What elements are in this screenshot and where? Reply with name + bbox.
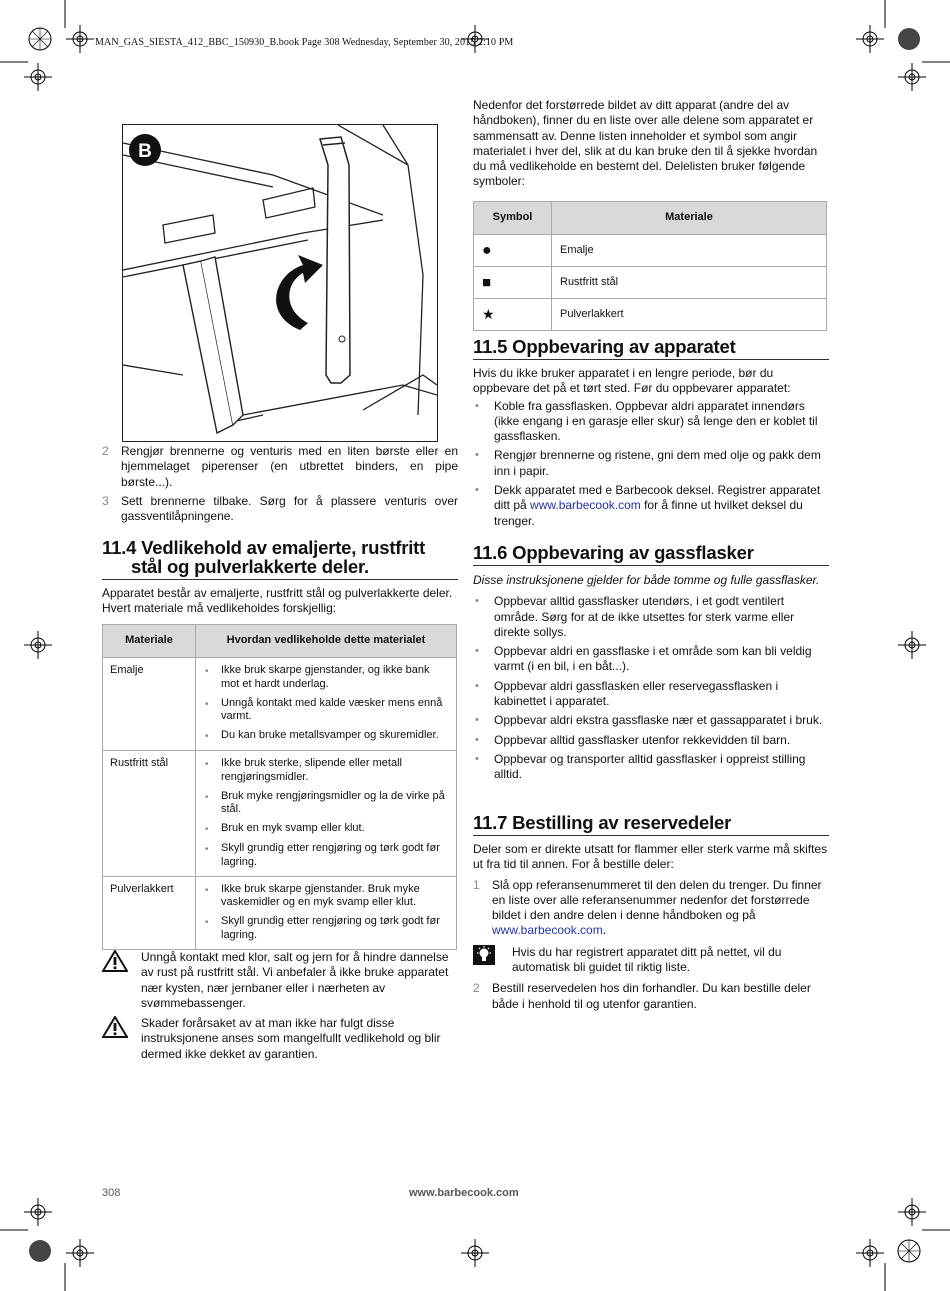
warning-block xyxy=(102,1016,458,1062)
section-title: 11.7 Bestilling av reservedeler xyxy=(473,812,732,833)
list-item-text: Oppbevar alltid gassflasker utendørs, i et godt ventilert område. Sørg for at de ikke utsettes for sterk varme eller direkte sollys. xyxy=(494,594,795,639)
warning-text: Unngå kontakt med klor, salt og jern for å hindre dannelse av rust på rustfritt stål. Vi anbefaler å ikke bruke apparatet nær kysten, nær jernbaner eller i nærheten av svømmebassenger. xyxy=(141,950,449,1010)
book-header: MAN_GAS_SIESTA_412_BBC_150930_B.book Page 308 Wednesday, September 30, 2015 2:10 PM xyxy=(95,37,514,48)
figure-label-b: B xyxy=(138,141,152,162)
list-item: • Oppbevar aldri gassflasken eller reservegassflasken i kabinettet i apparatet. xyxy=(473,679,829,710)
list-item: • Dekk apparatet med e Barbecook deksel. Registrer apparatet ditt på www.barbecook.com for å finne ut hvilket deksel du trenger. xyxy=(475,483,821,528)
section-intro: Deler som er direkte utsatt for flammer eller sterk varme må skiftes ut fra tid til annen. For å bestille deler: xyxy=(473,842,828,872)
table-row xyxy=(474,299,827,331)
step-item xyxy=(473,981,829,1012)
tip-text: Hvis du har registrert apparatet ditt på nettet, vil du automatisk bli guidet til riktig liste. xyxy=(512,944,782,975)
care-item: Bruk en myk svamp eller klut. xyxy=(221,822,365,835)
list-item: • Oppbevar alltid gassflasker utenfor rekkevidden til barn. xyxy=(473,733,829,748)
list-item-text: for å finne ut hvilket deksel du trenger. xyxy=(494,498,803,528)
care-item: Du kan bruke metallsvamper og skuremidler. xyxy=(221,729,439,742)
footer-url: www.barbecook.com xyxy=(409,1187,519,1199)
list-item: • Oppbevar alltid gassflasker utendørs, i et godt ventilert område. Sørg for at de ikke utsettes for sterk varme eller direkte sollys. xyxy=(473,594,829,640)
warning-block xyxy=(102,950,458,1011)
section-11-7 xyxy=(473,813,829,1012)
step-number: 3 xyxy=(102,493,109,508)
burner-drawing xyxy=(123,125,437,441)
burner-illustration xyxy=(122,124,438,442)
page-number: 308 xyxy=(102,1187,121,1199)
step-item xyxy=(102,494,458,525)
material-cell: Rustfritt stål xyxy=(552,267,827,299)
list-item: • Koble fra gassflasken. Oppbevar aldri apparatet innendørs (ikke engang i en garasje eller skur) så lenge den er koblet til gassflasken. xyxy=(473,399,829,445)
care-item: Bruk myke rengjøringsmidler og la de virke på stål. xyxy=(221,789,445,816)
list-item-text: Oppbevar alltid gassflasker utenfor rekkevidden til barn. xyxy=(494,732,791,747)
cleaning-steps xyxy=(102,444,458,524)
care-item: Skyll grundig etter rengjøring og tørk godt før lagring. xyxy=(221,915,440,941)
step-text: . xyxy=(602,923,607,938)
table-row: Emalje • Ikke bruk skarpe gjenstander, og ikke bank mot et hardt underlag. • Unngå kontakt med kalde væsker mens ennå varmt. • Du kan bruke metallsvamper og skuremidler. xyxy=(103,658,457,751)
table-row xyxy=(474,235,827,267)
section-rule xyxy=(473,835,829,836)
section-intro: Apparatet består av emaljerte, rustfritt stål og pulverlakkerte deler. Hvert materiale må vedlikeholdes forskjellig: xyxy=(102,586,453,616)
section-title-line2: stål og pulverlakkerte deler. xyxy=(131,556,369,577)
section-rule xyxy=(102,579,458,580)
square-symbol-icon: ■ xyxy=(474,267,552,299)
section-rule xyxy=(473,565,829,566)
list-item-text: Oppbevar aldri gassflasken eller reservegassflasken i kabinettet i apparatet. xyxy=(494,678,779,709)
table-header: Symbol xyxy=(474,202,552,235)
material-cell: Rustfritt stål xyxy=(103,750,196,876)
section-title: 11.5 Oppbevaring av apparatet xyxy=(473,336,736,357)
list-item-text: Koble fra gassflasken. Oppbevar aldri apparatet innendørs (ikke engang i en garasje eller skur) så lenge den er koblet til gassflasken. xyxy=(494,398,818,444)
care-item: Skyll grundig etter rengjøring og tørk godt før lagring. xyxy=(221,841,440,868)
table-header: Materiale xyxy=(552,202,827,235)
material-cell: Emalje xyxy=(103,658,196,751)
step-text: Bestill reservedelen hos din forhandler. Du kan bestille deler både i henhold til og utenfor garantien. xyxy=(492,981,811,1011)
list-item-text: Rengjør brennerne og ristene, gni dem med olje og pakk dem inn i papir. xyxy=(494,448,821,478)
list-item: • Rengjør brennerne og ristene, gni dem med olje og pakk dem inn i papir. xyxy=(473,448,829,479)
warning-text: Skader forårsaket av at man ikke har fulgt disse instruksjonene anses som mangelfullt vedlikehold og blir dermed ikke dekket av garantien. xyxy=(141,1016,441,1061)
care-item: Ikke bruk sterke, slipende eller metall rengjøringsmidler. xyxy=(221,756,402,783)
step-item xyxy=(102,444,458,490)
material-table xyxy=(102,624,457,950)
step-number: 1 xyxy=(473,877,480,892)
section-title-line1: Vedlikehold av emaljerte, rustfritt xyxy=(141,537,426,558)
section-note: Disse instruksjonene gjelder for både tomme og fulle gassflasker. xyxy=(473,573,820,587)
step-number: 2 xyxy=(102,444,109,458)
section-11-4 xyxy=(102,538,458,617)
material-cell: Emalje xyxy=(552,235,827,267)
care-item: Ikke bruk skarpe gjenstander, og ikke bank mot et hardt underlag. xyxy=(221,664,430,690)
care-item: Ikke bruk skarpe gjenstander. Bruk myke vaskemidler og en myk svamp eller klut. xyxy=(221,882,420,909)
list-item-text: Oppbevar aldri en gassflaske i et område som kan bli veldig varmt (i en bil, i en båt...). xyxy=(494,644,812,674)
table-row: Rustfritt stål • Ikke bruk sterke, slipende eller metall rengjøringsmidler. • Bruk myke rengjøringsmidler og la de virke på stål. • Bruk en myk svamp eller klut. • Skyll grundig etter rengjøring og tørk godt før lagring. xyxy=(103,750,457,876)
warning-icon xyxy=(102,1016,141,1062)
section-title xyxy=(102,538,458,576)
section-11-5 xyxy=(473,337,829,529)
material-cell: Pulverlakkert xyxy=(552,299,827,331)
symbol-table xyxy=(473,201,827,331)
step-text: Rengjør brennerne og venturis med en liten børste eller en hjemmelaget piperenser (en utbrettet binders, en pipe børste...). xyxy=(121,444,458,489)
list-item: • Oppbevar aldri ekstra gassflaske nær et gassapparatet i bruk. xyxy=(473,713,829,728)
table-row: Pulverlakkert • Ikke bruk skarpe gjenstander. Bruk myke vaskemidler og en myk svamp eller klut. • Skyll grundig etter rengjøring og tørk godt før lagring. xyxy=(103,876,457,949)
lightbulb-icon xyxy=(473,945,512,976)
section-rule xyxy=(473,359,829,360)
section-11-6 xyxy=(473,543,829,783)
warning-icon xyxy=(102,950,141,1011)
list-item: • Oppbevar og transporter alltid gassflasker i oppreist stilling alltid. xyxy=(473,752,829,783)
step-number: 2 xyxy=(473,981,480,996)
list-item-text: Oppbevar aldri ekstra gassflaske nær et gassapparatet i bruk. xyxy=(494,713,823,728)
table-header: Materiale xyxy=(103,625,196,658)
table-header: Hvordan vedlikeholde dette materialet xyxy=(196,625,457,658)
tip-block xyxy=(473,945,829,976)
table-row xyxy=(474,267,827,299)
parts-list-intro: Nedenfor det forstørrede bildet av ditt apparat (andre del av håndboken), finner du en liste over alle delene som apparatet er sammensatt av. Denne listen inneholder et symbol som angir materialet i hver del, slik at du kan bruke den til å sjekke hvordan du må vedlikeholde en bestemt del. Delelisten bruker følgende symboler: xyxy=(473,98,818,189)
circle-symbol-icon: ● xyxy=(474,235,552,267)
step-item xyxy=(473,878,829,939)
step-text: Slå opp referansenummeret til den delen du trenger. Du finner en liste over alle referansenummer nedenfor det forstørrede bildet i den andre delen i denne håndboken og på xyxy=(492,877,822,923)
barbecook-link[interactable]: www.barbecook.com xyxy=(492,923,603,938)
warnings xyxy=(102,950,458,1062)
barbecook-link[interactable]: www.barbecook.com xyxy=(530,498,641,513)
star-symbol-icon: ★ xyxy=(474,299,552,331)
section-title: 11.6 Oppbevaring av gassflasker xyxy=(473,542,754,563)
step-text: Sett brennerne tilbake. Sørg for å plassere venturis over gassventilåpningene. xyxy=(121,493,458,524)
care-item: Unngå kontakt med kalde væsker mens ennå varmt. xyxy=(221,696,443,723)
material-cell: Pulverlakkert xyxy=(103,876,196,949)
section-number: 11.4 xyxy=(102,537,137,558)
list-item: • Oppbevar aldri en gassflaske i et område som kan bli veldig varmt (i en bil, i en båt...). xyxy=(473,644,829,675)
section-intro: Hvis du ikke bruker apparatet i en lengre periode, bør du oppbevare det på et tørt sted. Før du oppbevarer apparatet: xyxy=(473,366,791,396)
list-item-text: Dekk apparatet med e Barbecook deksel. Registrer apparatet ditt på xyxy=(494,483,821,513)
list-item-text: Oppbevar og transporter alltid gassflasker i oppreist stilling alltid. xyxy=(494,751,806,782)
